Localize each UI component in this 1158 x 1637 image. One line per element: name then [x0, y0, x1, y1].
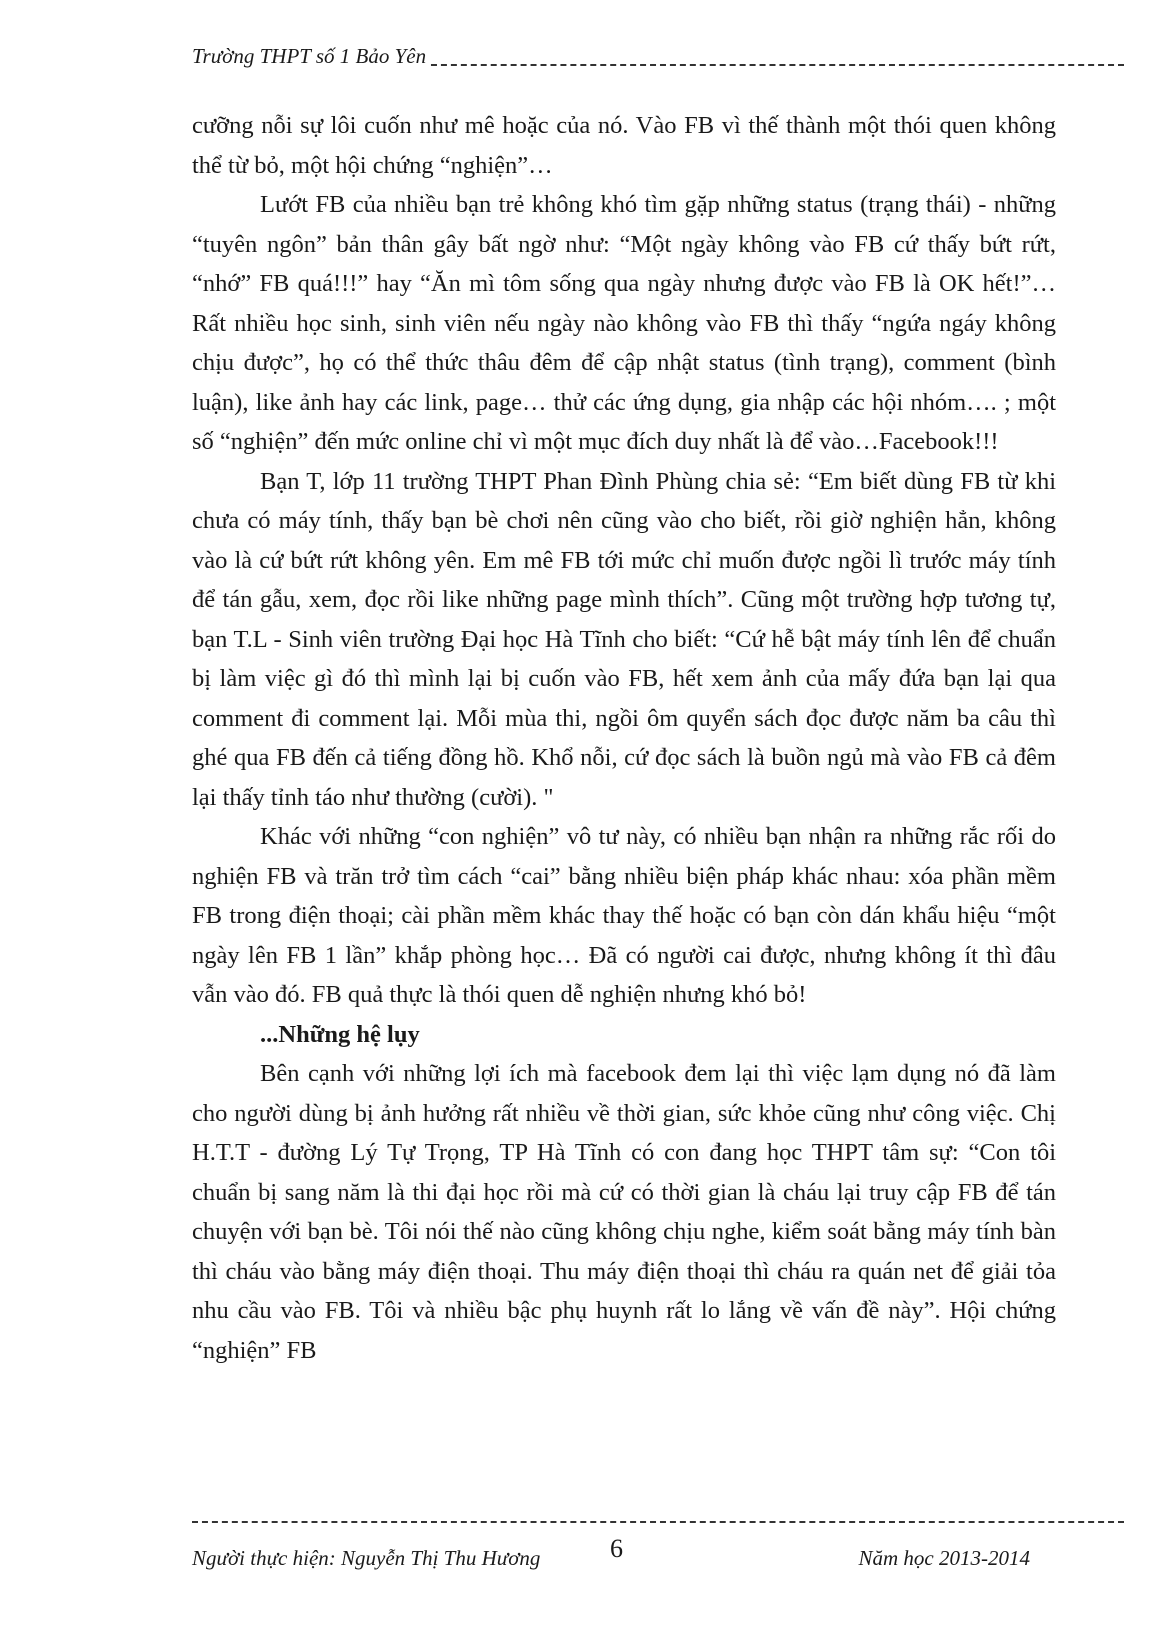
paragraph-1: cưỡng nỗi sự lôi cuốn như mê hoặc của nó. Vào FB vì thế thành một thói quen không thể từ bỏ, một hội chứng “nghiện”…	[192, 112, 1056, 179]
footer-school-year: Năm học 2013-2014	[858, 1546, 1030, 1570]
section-heading: ...Những hệ lụy	[260, 1020, 420, 1048]
page-header	[192, 44, 1124, 74]
paragraph-2: Lướt FB của nhiều bạn trẻ không khó tìm gặp những status (trạng thái) - những “tuyên ngôn” bản thân gây bất ngờ như: “Một ngày không vào FB cứ thấy bứt rứt, “nhớ” FB quá!!!” hay “Ăn mì tôm sống qua ngày nhưng được vào FB là OK hết!”… Rất nhiều học sinh, sinh viên nếu ngày nào không vào FB thì thấy “ngứa ngáy không chịu được”, họ có thể thức thâu đêm để cập nhật status (tình trạng), comment (bình luận), like ảnh hay các link, page… thử các ứng dụng, gia nhập các hội nhóm…. ; một số “nghiện” đến mức online chỉ vì một mục đích duy nhất là để vào…Facebook!!!	[192, 191, 1056, 455]
footer-author: Người thực hiện: Nguyễn Thị Thu Hương	[192, 1546, 541, 1570]
page-footer	[192, 1534, 1030, 1574]
paragraph-3: Bạn T, lớp 11 trường THPT Phan Đình Phùng chia sẻ: “Em biết dùng FB từ khi chưa có máy tính, thấy bạn bè chơi nên cũng vào cho biết, rồi giờ nghiện hẳn, không vào là cứ bứt rứt không yên. Em mê FB tới mức chỉ muốn được ngồi lì trước máy tính để tán gẫu, xem, đọc rồi like những page mình thích”. Cũng một trường hợp tương tự, bạn T.L - Sinh viên trường Đại học Hà Tĩnh cho biết: “Cứ hễ bật máy tính lên để chuẩn bị làm việc gì đó thì mình lại bị cuốn vào FB, hết xem ảnh của mấy đứa bạn lại qua comment đi comment lại. Mỗi mùa thi, ngồi ôm quyển sách đọc được năm ba câu thì ghé qua FB đến cả tiếng đồng hồ. Khổ nỗi, cứ đọc sách là buồn ngủ mà vào FB cả đêm lại thấy tỉnh táo như thường (cười). "	[192, 467, 1056, 811]
page-number: 6	[610, 1534, 623, 1563]
footer-divider	[192, 1521, 1124, 1523]
header-school-name: Trường THPT số 1 Bảo Yên	[192, 44, 430, 69]
document-body	[192, 106, 1056, 1370]
paragraph-5: Bên cạnh với những lợi ích mà facebook đem lại thì việc lạm dụng nó đã làm cho người dùng bị ảnh hưởng rất nhiều về thời gian, sức khỏe cũng như công việc. Chị H.T.T - đường Lý Tự Trọng, TP Hà Tĩnh có con đang học THPT tâm sự: “Con tôi chuẩn bị sang năm là thi đại học rồi mà cứ có thời gian là cháu lại truy cập FB để tán chuyện với bạn bè. Tôi nói thế nào cũng không chịu nghe, kiểm soát bằng máy tính bàn thì cháu vào bằng máy điện thoại. Thu máy điện thoại thì cháu ra quán net để giải tỏa nhu cầu vào FB. Tôi và nhiều bậc phụ huynh rất lo lắng về vấn đề này”. Hội chứng “nghiện” FB	[192, 1060, 1056, 1364]
paragraph-4: Khác với những “con nghiện” vô tư này, có nhiều bạn nhận ra những rắc rối do nghiện FB và trăn trở tìm cách “cai” bằng nhiều biện pháp khác nhau: xóa phần mềm FB trong điện thoại; cài phần mềm khác thay thế hoặc có bạn còn dán khẩu hiệu “một ngày lên FB 1 lần” khắp phòng học… Đã có người cai được, nhưng không ít thì đâu vẫn vào đó. FB quả thực là thói quen dễ nghiện nhưng khó bỏ!	[192, 823, 1056, 1008]
